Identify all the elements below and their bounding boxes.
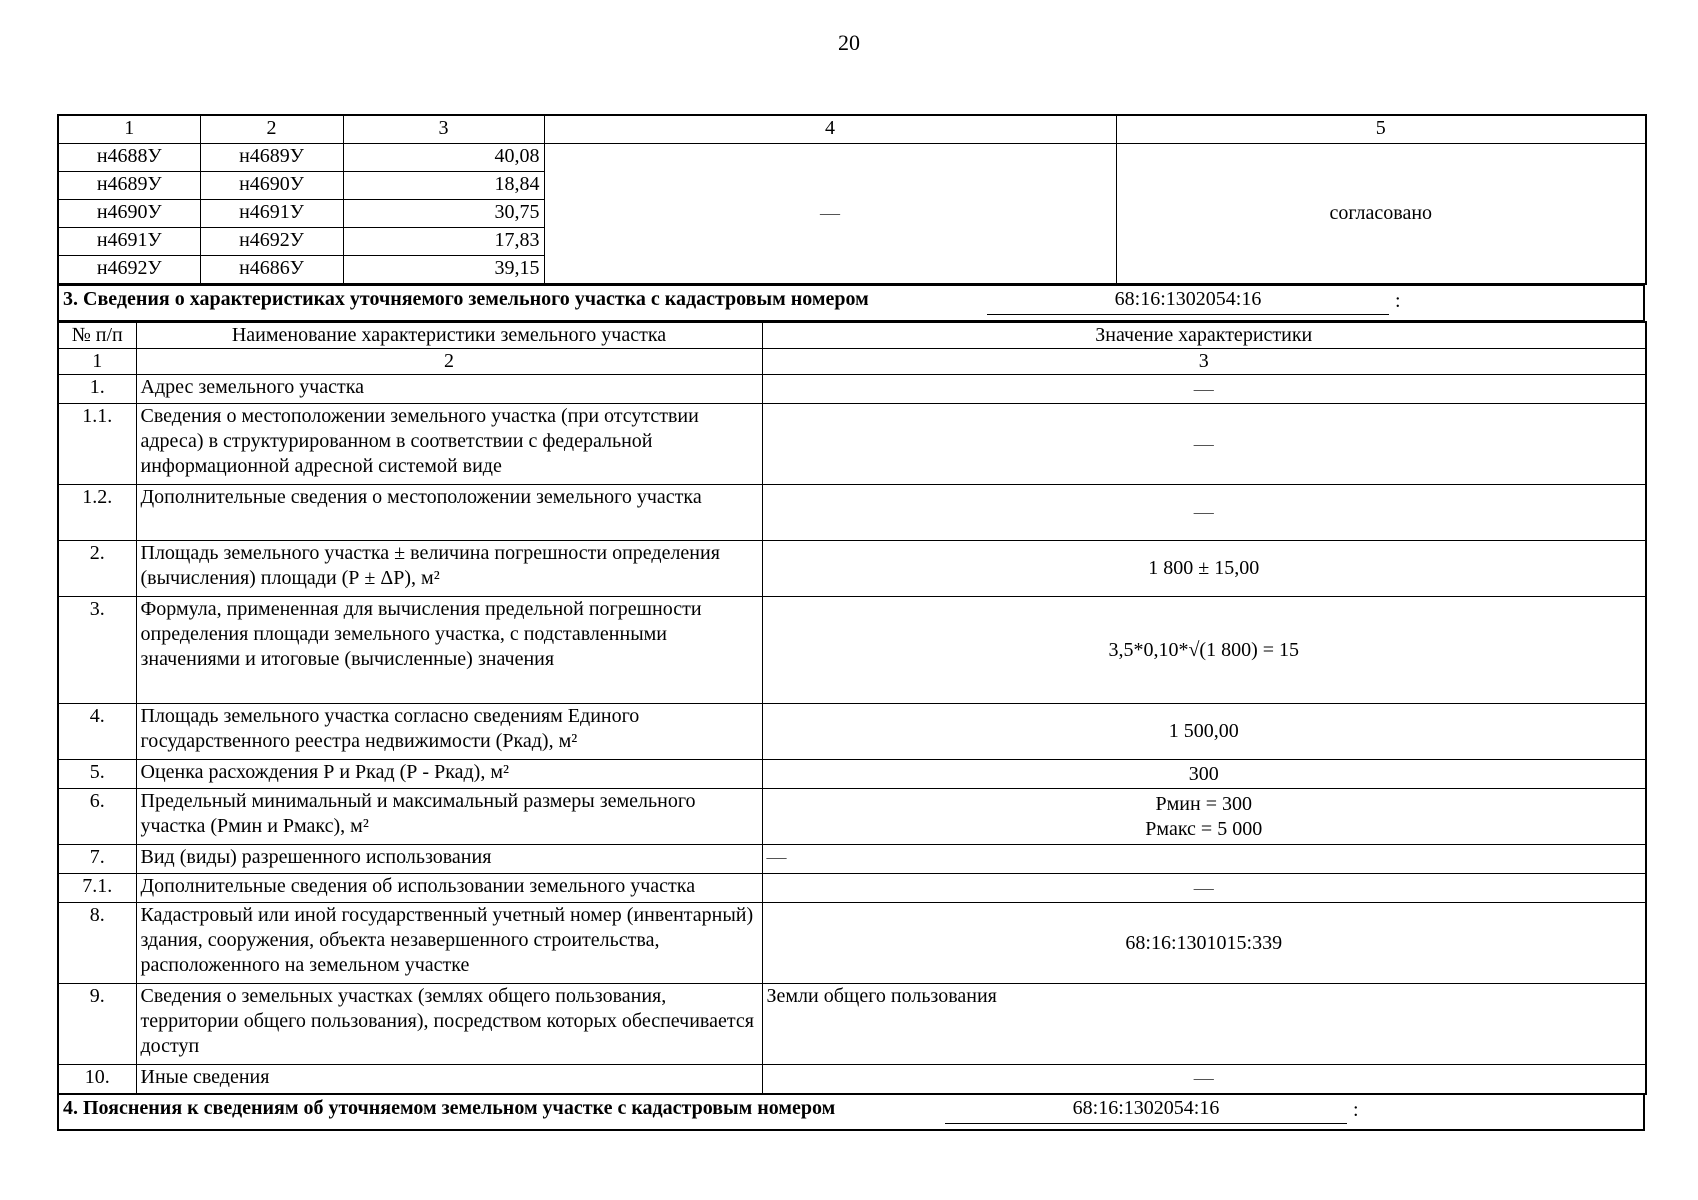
section-3-colon: : [1395, 290, 1401, 312]
characteristic-name: Формула, примененная для вычисления предельной погрешности определения площади земельного участка, с подставленными значениями и итоговые (вычисленные) значения [136, 597, 762, 704]
row-number: 9. [58, 984, 136, 1065]
segment-length: 18,84 [343, 172, 544, 200]
table-row [58, 485, 1646, 541]
description-cell: — [544, 144, 1116, 285]
row-number: 3. [58, 597, 136, 704]
table-row [58, 1065, 1646, 1094]
characteristic-value: Земли общего пользования [762, 984, 1646, 1065]
characteristic-value: — [762, 375, 1646, 404]
column-number: 4 [544, 115, 1116, 144]
characteristic-value: 1 800 ± 15,00 [762, 541, 1646, 597]
table-row [58, 144, 1646, 172]
point-to: н4690У [200, 172, 343, 200]
characteristic-value: — [762, 1065, 1646, 1094]
table-row [58, 984, 1646, 1065]
point-to: н4691У [200, 200, 343, 228]
table-row [58, 845, 1646, 874]
row-number: 8. [58, 903, 136, 984]
section-4-title: 4. Пояснения к сведениям об уточняемом земельном участке с кадастровым номером [63, 1096, 836, 1119]
point-from: н4689У [58, 172, 200, 200]
point-from: н4691У [58, 228, 200, 256]
segment-length: 17,83 [343, 228, 544, 256]
characteristic-name: Площадь земельного участка ± величина погрешности определения (вычисления) площади (Р ± ΔР), м² [136, 541, 762, 597]
characteristic-name: Дополнительные сведения о местоположении земельного участка [136, 485, 762, 541]
column-number: 3 [762, 349, 1646, 375]
segment-length: 40,08 [343, 144, 544, 172]
section-3-title: 3. Сведения о характеристиках уточняемого земельного участка с кадастровым номером [63, 288, 869, 310]
table-row [58, 760, 1646, 789]
table-row [58, 903, 1646, 984]
table-row [58, 375, 1646, 404]
column-number: 1 [58, 115, 200, 144]
characteristic-value: — [762, 485, 1646, 541]
row-number: 2. [58, 541, 136, 597]
section-3-cadastral-number: 68:16:1302054:16 [987, 286, 1389, 315]
point-from: н4692У [58, 256, 200, 285]
table-header-row [58, 115, 1646, 144]
characteristic-name: Дополнительные сведения об использовании земельного участка [136, 874, 762, 903]
point-to: н4686У [200, 256, 343, 285]
column-number: 2 [200, 115, 343, 144]
column-number: 5 [1116, 115, 1646, 144]
header-name: Наименование характеристики земельного участка [136, 322, 762, 349]
column-number-row [58, 349, 1646, 375]
characteristic-value: — [762, 845, 1646, 874]
table-header-row [58, 322, 1646, 349]
row-number: 5. [58, 760, 136, 789]
max-size-value: Рмакс = 5 000 [1145, 817, 1263, 840]
row-number: 1. [58, 375, 136, 404]
section-3-header [57, 285, 1645, 321]
characteristic-name: Площадь земельного участка согласно сведениям Единого государственного реестра недвижимости (Ркад), м² [136, 704, 762, 760]
point-from: н4688У [58, 144, 200, 172]
table-row [58, 597, 1646, 704]
characteristics-table [57, 321, 1647, 1095]
document-body [57, 114, 1645, 1131]
section-4-cadastral-number: 68:16:1302054:16 [945, 1095, 1347, 1124]
characteristic-value: 1 500,00 [762, 704, 1646, 760]
segment-length: 39,15 [343, 256, 544, 285]
row-number: 1.2. [58, 485, 136, 541]
point-to: н4692У [200, 228, 343, 256]
characteristic-name: Иные сведения [136, 1065, 762, 1094]
characteristic-name: Кадастровый или иной государственный учетный номер (инвентарный) здания, сооружения, объекта незавершенного строительства, расположенного на земельном участке [136, 903, 762, 984]
table-row [58, 874, 1646, 903]
header-value: Значение характеристики [762, 322, 1646, 349]
min-size-value: Рмин = 300 [1155, 792, 1252, 815]
page-number: 20 [838, 30, 860, 55]
characteristic-name: Сведения о местоположении земельного участка (при отсутствии адреса) в структурированном в соответствии с федеральной информационной адресной системой виде [136, 404, 762, 485]
column-number: 3 [343, 115, 544, 144]
header-number: № п/п [58, 322, 136, 349]
table-row [58, 789, 1646, 845]
row-number: 6. [58, 789, 136, 845]
row-number: 10. [58, 1065, 136, 1094]
row-number: 7.1. [58, 874, 136, 903]
table-row [58, 704, 1646, 760]
characteristic-value: 3,5*0,10*√(1 800) = 15 [762, 597, 1646, 704]
characteristic-name: Адрес земельного участка [136, 375, 762, 404]
characteristic-name: Сведения о земельных участках (землях общего пользования, территории общего пользования), посредством которых обеспечивается доступ [136, 984, 762, 1065]
characteristic-value: 68:16:1301015:339 [762, 903, 1646, 984]
point-from: н4690У [58, 200, 200, 228]
row-number: 1.1. [58, 404, 136, 485]
characteristic-name: Вид (виды) разрешенного использования [136, 845, 762, 874]
characteristic-value-min-max [762, 789, 1646, 845]
characteristic-name: Оценка расхождения Р и Ркад (Р - Ркад), м² [136, 760, 762, 789]
column-number: 1 [58, 349, 136, 375]
characteristic-value: 300 [762, 760, 1646, 789]
section-4-header [57, 1095, 1645, 1131]
characteristic-value: — [762, 404, 1646, 485]
characteristic-name: Предельный минимальный и максимальный размеры земельного участка (Рмин и Рмакс), м² [136, 789, 762, 845]
approval-status: согласовано [1116, 144, 1646, 285]
section-4-colon: : [1353, 1098, 1359, 1121]
table-row [58, 404, 1646, 485]
segment-length: 30,75 [343, 200, 544, 228]
row-number: 4. [58, 704, 136, 760]
table-row [58, 541, 1646, 597]
characteristic-value: — [762, 874, 1646, 903]
row-number: 7. [58, 845, 136, 874]
column-number: 2 [136, 349, 762, 375]
boundary-segments-table [57, 114, 1647, 285]
point-to: н4689У [200, 144, 343, 172]
